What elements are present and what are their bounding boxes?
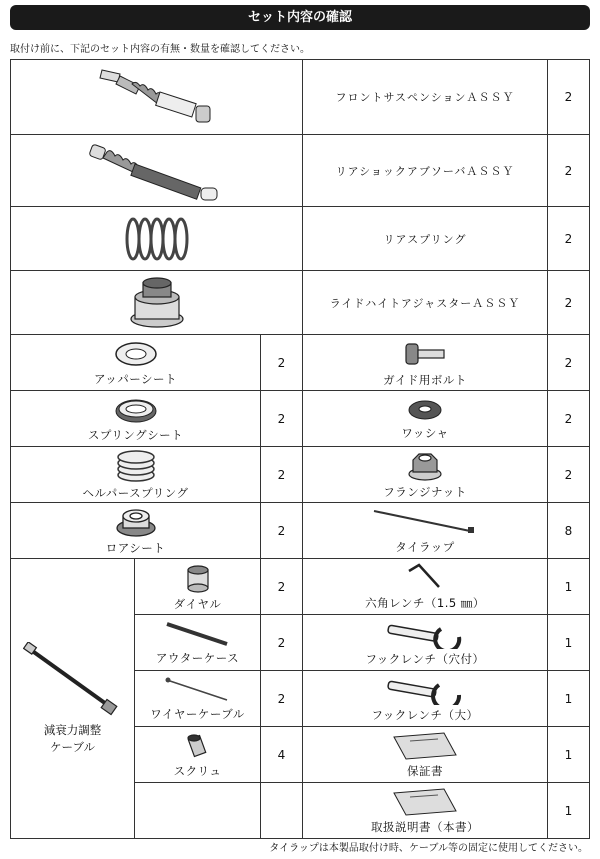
helper-spring-cell xyxy=(11,447,261,503)
washer-cell xyxy=(303,391,548,447)
item-name: スクリュ xyxy=(173,763,222,778)
item-name: リアショックアブソーバＡＳＳＹ xyxy=(303,135,548,207)
item-qty: 2 xyxy=(261,671,303,727)
item-name: フロントサスペンションＡＳＳＹ xyxy=(303,60,548,135)
set-contents-table xyxy=(10,59,590,839)
item-qty: 2 xyxy=(261,335,303,391)
item-name: アウターケース xyxy=(155,650,240,665)
item-name: フックレンチ（穴付） xyxy=(365,651,485,666)
item-name: ロアシート xyxy=(105,540,166,555)
item-name: ライドハイトアジャスターＡＳＳＹ xyxy=(303,271,548,335)
empty-cell xyxy=(135,783,261,839)
upper-seat-cell xyxy=(11,335,261,391)
item-qty: 1 xyxy=(548,783,590,839)
item-name: スプリングシート xyxy=(87,427,184,442)
item-qty: 2 xyxy=(548,391,590,447)
upper-seat-icon xyxy=(113,339,159,369)
hex-wrench-icon xyxy=(405,563,445,593)
item-qty: 1 xyxy=(548,615,590,671)
washer-icon xyxy=(405,397,445,423)
damping-cable-label xyxy=(44,722,102,756)
front-suspension-icon xyxy=(92,62,222,132)
item-name: ヘルパースプリング xyxy=(82,485,189,500)
rear-shock-absorber-icon xyxy=(87,138,227,204)
item-qty: 1 xyxy=(548,671,590,727)
item-qty: 2 xyxy=(548,271,590,335)
cable-tie-cell xyxy=(303,503,548,559)
cable-tie-icon xyxy=(370,507,480,537)
item-name: 取扱説明書（本書） xyxy=(371,819,479,834)
item-qty: 1 xyxy=(548,727,590,783)
outer-case-icon xyxy=(163,620,233,648)
item-qty: 2 xyxy=(261,391,303,447)
table-row xyxy=(11,559,590,615)
wire-cable-cell xyxy=(135,671,261,727)
warranty-card-icon xyxy=(390,731,460,761)
item-qty: 1 xyxy=(548,559,590,615)
manual-icon xyxy=(390,787,460,817)
item-qty: 2 xyxy=(261,447,303,503)
screw-icon xyxy=(183,731,213,761)
flange-nut-cell xyxy=(303,447,548,503)
table-row xyxy=(11,135,590,207)
item-name: ワイヤーケーブル xyxy=(150,706,245,721)
table-row xyxy=(11,207,590,271)
damping-cable-icon xyxy=(23,642,123,722)
item-name: フックレンチ（大） xyxy=(371,707,479,722)
dial-cell xyxy=(135,559,261,615)
lower-seat-cell xyxy=(11,503,261,559)
item-name: フランジナット xyxy=(383,484,467,499)
table-row xyxy=(11,335,590,391)
item-name: ガイド用ボルト xyxy=(383,372,467,387)
item-qty: 2 xyxy=(261,559,303,615)
item-qty: 2 xyxy=(548,135,590,207)
rear-spring-icon xyxy=(117,212,197,266)
item-qty: 2 xyxy=(261,615,303,671)
ride-height-adjuster-icon xyxy=(127,275,187,331)
helper-spring-icon xyxy=(113,449,159,483)
item-name: 六角レンチ（1.5 ㎜） xyxy=(365,595,485,610)
item-qty: 4 xyxy=(261,727,303,783)
rear-spring-image xyxy=(11,207,303,271)
outer-case-cell xyxy=(135,615,261,671)
front-suspension-image xyxy=(11,60,303,135)
item-qty: 2 xyxy=(548,447,590,503)
hook-wrench-hole-cell xyxy=(303,615,548,671)
empty-cell xyxy=(261,783,303,839)
hook-wrench-hole-icon xyxy=(385,619,465,649)
hex-wrench-cell xyxy=(303,559,548,615)
damping-cable-cell xyxy=(11,559,135,839)
spring-seat-cell xyxy=(11,391,261,447)
item-qty: 8 xyxy=(548,503,590,559)
damping-label-line1: 減衰力調整 xyxy=(43,722,102,737)
screw-cell xyxy=(135,727,261,783)
table-row xyxy=(11,60,590,135)
guide-bolt-cell xyxy=(303,335,548,391)
footnote: タイラップは本製品取付け時、ケーブル等の固定に使用してください。 xyxy=(269,843,588,854)
rear-shock-image xyxy=(11,135,303,207)
ride-height-adjuster-image xyxy=(11,271,303,335)
item-name: 保証書 xyxy=(407,763,443,778)
item-qty: 2 xyxy=(261,503,303,559)
item-qty: 2 xyxy=(548,335,590,391)
item-qty: 2 xyxy=(548,60,590,135)
page-title: セット内容の確認 xyxy=(10,5,590,30)
warranty-cell xyxy=(303,727,548,783)
flange-nut-icon xyxy=(405,450,445,482)
hook-wrench-large-icon xyxy=(385,675,465,705)
hook-wrench-large-cell xyxy=(303,671,548,727)
guide-bolt-icon xyxy=(402,338,448,370)
table-row xyxy=(11,391,590,447)
manual-cell xyxy=(303,783,548,839)
dial-icon xyxy=(180,562,216,594)
item-name: リアスプリング xyxy=(303,207,548,271)
damping-label-line2: ケーブル xyxy=(50,739,95,754)
item-name: アッパーシート xyxy=(94,371,177,386)
item-qty: 2 xyxy=(548,207,590,271)
table-row xyxy=(11,503,590,559)
lower-seat-icon xyxy=(113,506,159,538)
item-name: ワッシャ xyxy=(401,425,449,440)
table-row xyxy=(11,447,590,503)
item-name: ダイヤル xyxy=(173,596,222,611)
spring-seat-icon xyxy=(113,395,159,425)
intro-text: 取付け前に、下記のセット内容の有無・数量を確認してください。 xyxy=(10,44,310,55)
item-name: タイラップ xyxy=(395,539,455,554)
table-row xyxy=(11,271,590,335)
wire-cable-icon xyxy=(163,676,233,704)
